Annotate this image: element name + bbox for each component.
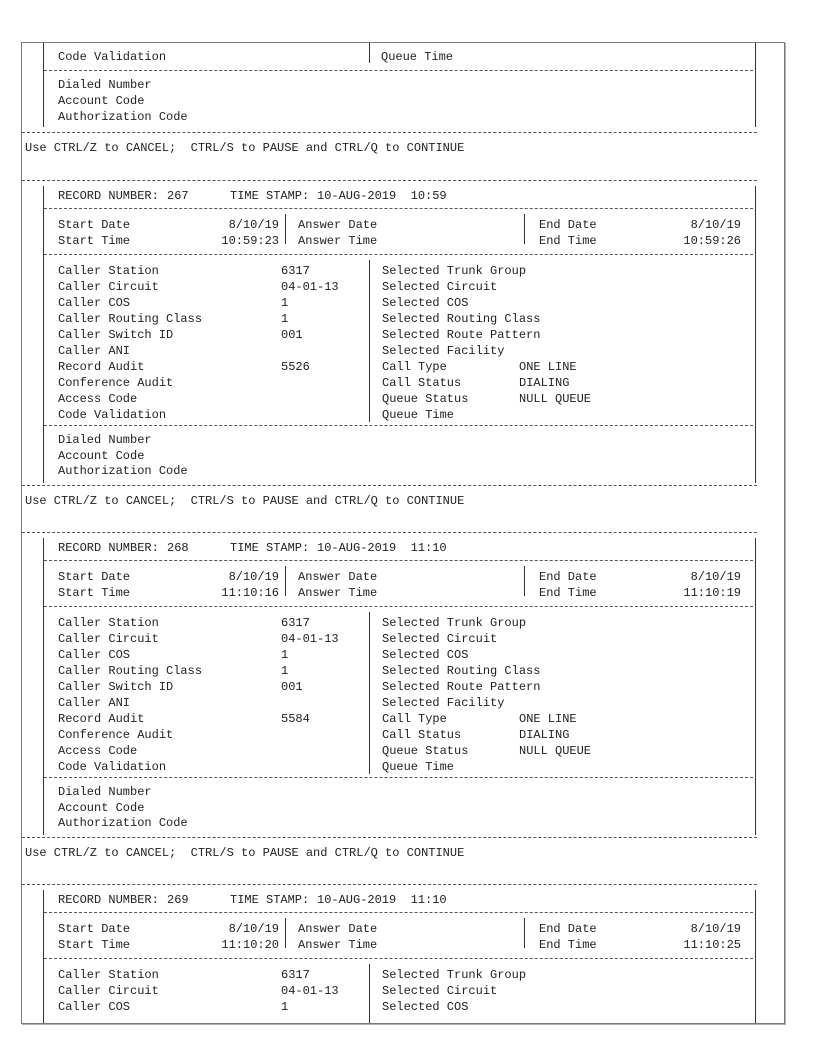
start-date-label: Start Date [58, 218, 131, 232]
divider-line [22, 132, 757, 133]
end-time-label: End Time [539, 586, 597, 600]
queue-status: NULL QUEUE [519, 744, 592, 758]
caller-cos: 1 [281, 1000, 289, 1014]
end-date-label: End Date [539, 570, 597, 584]
record-number: 268 [167, 541, 189, 555]
start-date-label: Start Date [58, 570, 131, 584]
tail-authorization-code: Authorization Code [58, 110, 188, 124]
caller-station: 6317 [281, 968, 310, 982]
answer-time-label: Answer Time [298, 586, 378, 600]
record-number-label: RECORD NUMBER: [58, 189, 159, 203]
column-divider [369, 964, 370, 1023]
conference-audit-label: Conference Audit [58, 376, 174, 390]
authorization-code-label: Authorization Code [58, 464, 188, 478]
divider-line [22, 884, 757, 885]
box-right-border [755, 538, 756, 835]
record-audit: 5584 [281, 712, 310, 726]
caller-cos-label: Caller COS [58, 1000, 131, 1014]
end-date: 8/10/19 [690, 570, 741, 584]
caller-circuit-label: Caller Circuit [58, 632, 159, 646]
start-time: 10:59:23 [221, 234, 279, 248]
divider-line [22, 485, 757, 486]
dialed-number-label: Dialed Number [58, 433, 152, 447]
queue-time-label: Queue Time [382, 760, 455, 774]
column-divider [285, 566, 286, 596]
end-date-label: End Date [539, 922, 597, 936]
caller-circuit: 04-01-13 [281, 280, 339, 294]
account-code-label: Account Code [58, 801, 145, 815]
column-divider [285, 214, 286, 244]
divider-line [22, 532, 757, 533]
start-time-label: Start Time [58, 938, 131, 952]
selected-routing-class-label: Selected Routing Class [382, 664, 541, 678]
caller-circuit: 04-01-13 [281, 984, 339, 998]
control-hint: Use CTRL/Z to CANCEL; CTRL/S to PAUSE and CTRL/Q to CONTINUE [25, 846, 465, 860]
terminal-output-frame [21, 42, 785, 1024]
selected-trunk-group-label: Selected Trunk Group [382, 264, 527, 278]
divider-line [22, 180, 757, 181]
divider-line [44, 425, 753, 426]
account-code-label: Account Code [58, 449, 145, 463]
caller-routing-class-label: Caller Routing Class [58, 312, 203, 326]
box-left-border [43, 538, 44, 835]
start-date: 8/10/19 [228, 218, 279, 232]
call-status-label: Call Status [382, 376, 462, 390]
column-divider [524, 566, 525, 596]
divider-line [44, 70, 753, 71]
caller-routing-class: 1 [281, 312, 289, 326]
caller-ani-label: Caller ANI [58, 696, 131, 710]
caller-station-label: Caller Station [58, 616, 159, 630]
tail-queue-time: Queue Time [381, 50, 454, 64]
end-date-label: End Date [539, 218, 597, 232]
selected-circuit-label: Selected Circuit [382, 984, 498, 998]
code-validation-label: Code Validation [58, 408, 167, 422]
tail-code-validation: Code Validation [58, 50, 167, 64]
call-status: DIALING [519, 728, 570, 742]
record-number-label: RECORD NUMBER: [58, 893, 159, 907]
divider-line [44, 912, 753, 913]
start-time: 11:10:20 [221, 938, 279, 952]
caller-switch-id-label: Caller Switch ID [58, 680, 174, 694]
selected-cos-label: Selected COS [382, 1000, 469, 1014]
answer-date-label: Answer Date [298, 218, 378, 232]
time-stamp: 10-AUG-2019 11:10 [317, 893, 447, 907]
column-divider [369, 43, 370, 63]
time-stamp-label: TIME STAMP: [230, 541, 310, 555]
end-time: 11:10:25 [683, 938, 741, 952]
caller-ani-label: Caller ANI [58, 344, 131, 358]
selected-route-pattern-label: Selected Route Pattern [382, 328, 541, 342]
access-code-label: Access Code [58, 744, 138, 758]
box-right-border [755, 890, 756, 1023]
call-type: ONE LINE [519, 712, 577, 726]
call-record [22, 180, 784, 532]
divider-line [44, 208, 753, 209]
caller-switch-id: 001 [281, 680, 303, 694]
selected-facility-label: Selected Facility [382, 696, 505, 710]
queue-time-label: Queue Time [382, 408, 455, 422]
divider-line [44, 560, 753, 561]
access-code-label: Access Code [58, 392, 138, 406]
divider-line [44, 254, 753, 255]
code-validation-label: Code Validation [58, 760, 167, 774]
record-audit-label: Record Audit [58, 360, 145, 374]
caller-cos: 1 [281, 296, 289, 310]
box-left-border [43, 43, 44, 127]
divider-line [44, 606, 753, 607]
divider-line [44, 777, 753, 778]
selected-route-pattern-label: Selected Route Pattern [382, 680, 541, 694]
record-number: 267 [167, 189, 189, 203]
selected-trunk-group-label: Selected Trunk Group [382, 616, 527, 630]
answer-date-label: Answer Date [298, 922, 378, 936]
time-stamp: 10-AUG-2019 10:59 [317, 189, 447, 203]
queue-status-label: Queue Status [382, 744, 469, 758]
caller-cos-label: Caller COS [58, 296, 131, 310]
control-hint: Use CTRL/Z to CANCEL; CTRL/S to PAUSE and CTRL/Q to CONTINUE [25, 494, 465, 508]
selected-facility-label: Selected Facility [382, 344, 505, 358]
record-audit: 5526 [281, 360, 310, 374]
queue-status-label: Queue Status [382, 392, 469, 406]
column-divider [369, 612, 370, 774]
tail-account-code: Account Code [58, 94, 145, 108]
call-type: ONE LINE [519, 360, 577, 374]
caller-routing-class: 1 [281, 664, 289, 678]
tail-dialed-number: Dialed Number [58, 78, 152, 92]
call-type-label: Call Type [382, 360, 447, 374]
selected-circuit-label: Selected Circuit [382, 632, 498, 646]
start-date: 8/10/19 [228, 922, 279, 936]
time-stamp-label: TIME STAMP: [230, 893, 310, 907]
control-hint: Use CTRL/Z to CANCEL; CTRL/S to PAUSE and CTRL/Q to CONTINUE [25, 141, 465, 155]
caller-circuit-label: Caller Circuit [58, 280, 159, 294]
answer-time-label: Answer Time [298, 938, 378, 952]
box-right-border [755, 43, 756, 127]
start-date: 8/10/19 [228, 570, 279, 584]
divider-line [44, 958, 753, 959]
caller-cos: 1 [281, 648, 289, 662]
caller-station: 6317 [281, 616, 310, 630]
box-right-border [755, 186, 756, 483]
time-stamp-label: TIME STAMP: [230, 189, 310, 203]
caller-station-label: Caller Station [58, 264, 159, 278]
caller-station: 6317 [281, 264, 310, 278]
box-left-border [43, 890, 44, 1023]
start-time: 11:10:16 [221, 586, 279, 600]
column-divider [369, 260, 370, 422]
caller-circuit: 04-01-13 [281, 632, 339, 646]
caller-switch-id-label: Caller Switch ID [58, 328, 174, 342]
queue-status: NULL QUEUE [519, 392, 592, 406]
call-record [22, 532, 784, 884]
column-divider [524, 918, 525, 948]
end-time-label: End Time [539, 938, 597, 952]
call-record [22, 884, 784, 1023]
end-time: 11:10:19 [683, 586, 741, 600]
conference-audit-label: Conference Audit [58, 728, 174, 742]
caller-cos-label: Caller COS [58, 648, 131, 662]
caller-routing-class-label: Caller Routing Class [58, 664, 203, 678]
authorization-code-label: Authorization Code [58, 816, 188, 830]
selected-routing-class-label: Selected Routing Class [382, 312, 541, 326]
record-number-label: RECORD NUMBER: [58, 541, 159, 555]
end-date: 8/10/19 [690, 218, 741, 232]
call-status: DIALING [519, 376, 570, 390]
caller-station-label: Caller Station [58, 968, 159, 982]
box-left-border [43, 186, 44, 483]
start-date-label: Start Date [58, 922, 131, 936]
start-time-label: Start Time [58, 234, 131, 248]
end-date: 8/10/19 [690, 922, 741, 936]
selected-cos-label: Selected COS [382, 648, 469, 662]
dialed-number-label: Dialed Number [58, 785, 152, 799]
call-type-label: Call Type [382, 712, 447, 726]
caller-switch-id: 001 [281, 328, 303, 342]
record-number: 269 [167, 893, 189, 907]
call-status-label: Call Status [382, 728, 462, 742]
answer-time-label: Answer Time [298, 234, 378, 248]
end-time-label: End Time [539, 234, 597, 248]
end-time: 10:59:26 [683, 234, 741, 248]
selected-cos-label: Selected COS [382, 296, 469, 310]
column-divider [285, 918, 286, 948]
time-stamp: 10-AUG-2019 11:10 [317, 541, 447, 555]
caller-circuit-label: Caller Circuit [58, 984, 159, 998]
column-divider [524, 214, 525, 244]
start-time-label: Start Time [58, 586, 131, 600]
record-audit-label: Record Audit [58, 712, 145, 726]
divider-line [22, 837, 757, 838]
selected-circuit-label: Selected Circuit [382, 280, 498, 294]
answer-date-label: Answer Date [298, 570, 378, 584]
selected-trunk-group-label: Selected Trunk Group [382, 968, 527, 982]
